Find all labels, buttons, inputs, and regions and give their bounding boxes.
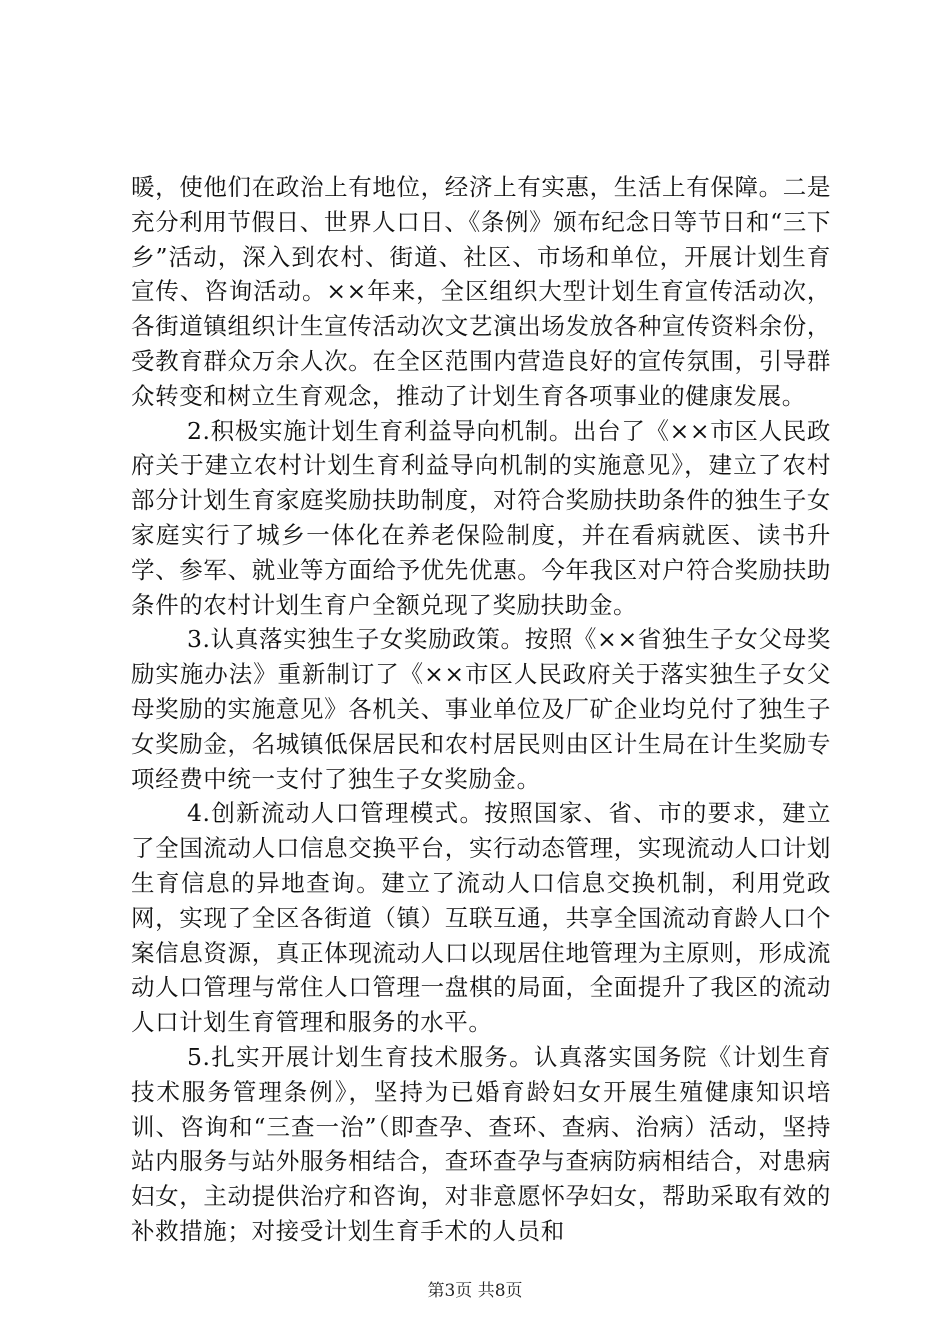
paragraph-4: 4.创新流动人口管理模式。按照国家、省、市的要求，建立了全国流动人口信息交换平台，实行动态管理，实现流动人口计划生育信息的异地查询。建立了流动人口信息交换机制，利用党政网，实现了全区各街道（镇）互联互通，共享全国流动育龄人口个案信息资源，真正体现流动人口以现居住地管理为主原则，形成流动人口管理与常住人口管理一盘棋的局面，全面提升了我区的流动人口计划生育管理和服务的水平。 [131, 799, 831, 1037]
body-text [131, 170, 831, 1249]
paragraph-3: 3.认真落实独生子女奖励政策。按照《××省独生子女父母奖励实施办法》重新制订了《××市区人民政府关于落实独生子女父母奖励的实施意见》各机关、事业单位及厂矿企业均兑付了独生子女奖励金，名城镇低保居民和农村居民则由区计生局在计生奖励专项经费中统一支付了独生子女奖励金。 [131, 625, 831, 793]
page-number-footer: 第3页 共8页 [427, 1281, 523, 1301]
paragraph-2: 2.积极实施计划生育利益导向机制。出台了《××市区人民政府关于建立农村计划生育利益导向机制的实施意见》，建立了农村部分计划生育家庭奖励扶助制度，对符合奖励扶助条件的独生子女家庭实行了城乡一体化在养老保险制度，并在看病就医、读书升学、参军、就业等方面给予优先优惠。今年我区对户符合奖励扶助条件的农村计划生育户全额兑现了奖励扶助金。 [131, 416, 831, 619]
paragraph-5: 5.扎实开展计划生育技术服务。认真落实国务院《计划生育技术服务管理条例》，坚持为已婚育龄妇女开展生殖健康知识培训、咨询和“三查一治”（即查孕、查环、查病、治病）活动，坚持站内服务与站外服务相结合，查环查孕与查病防病相结合，对患病妇女，主动提供治疗和咨询，对非意愿怀孕妇女，帮助采取有效的补救措施；对接受计划生育手术的人员和 [131, 1042, 831, 1245]
paragraph-1: 暖，使他们在政治上有地位，经济上有实惠，生活上有保障。二是充分利用节假日、世界人口日、《条例》颁布纪念日等节日和“三下乡”活动，深入到农村、街道、社区、市场和单位，开展计划生育宣传、咨询活动。××年来，全区组织大型计划生育宣传活动次，各街道镇组织计生宣传活动次文艺演出场发放各种宣传资料余份，受教育群众万余人次。在全区范围内营造良好的宣传氛围，引导群众转变和树立生育观念，推动了计划生育各项事业的健康发展。 [131, 173, 831, 410]
